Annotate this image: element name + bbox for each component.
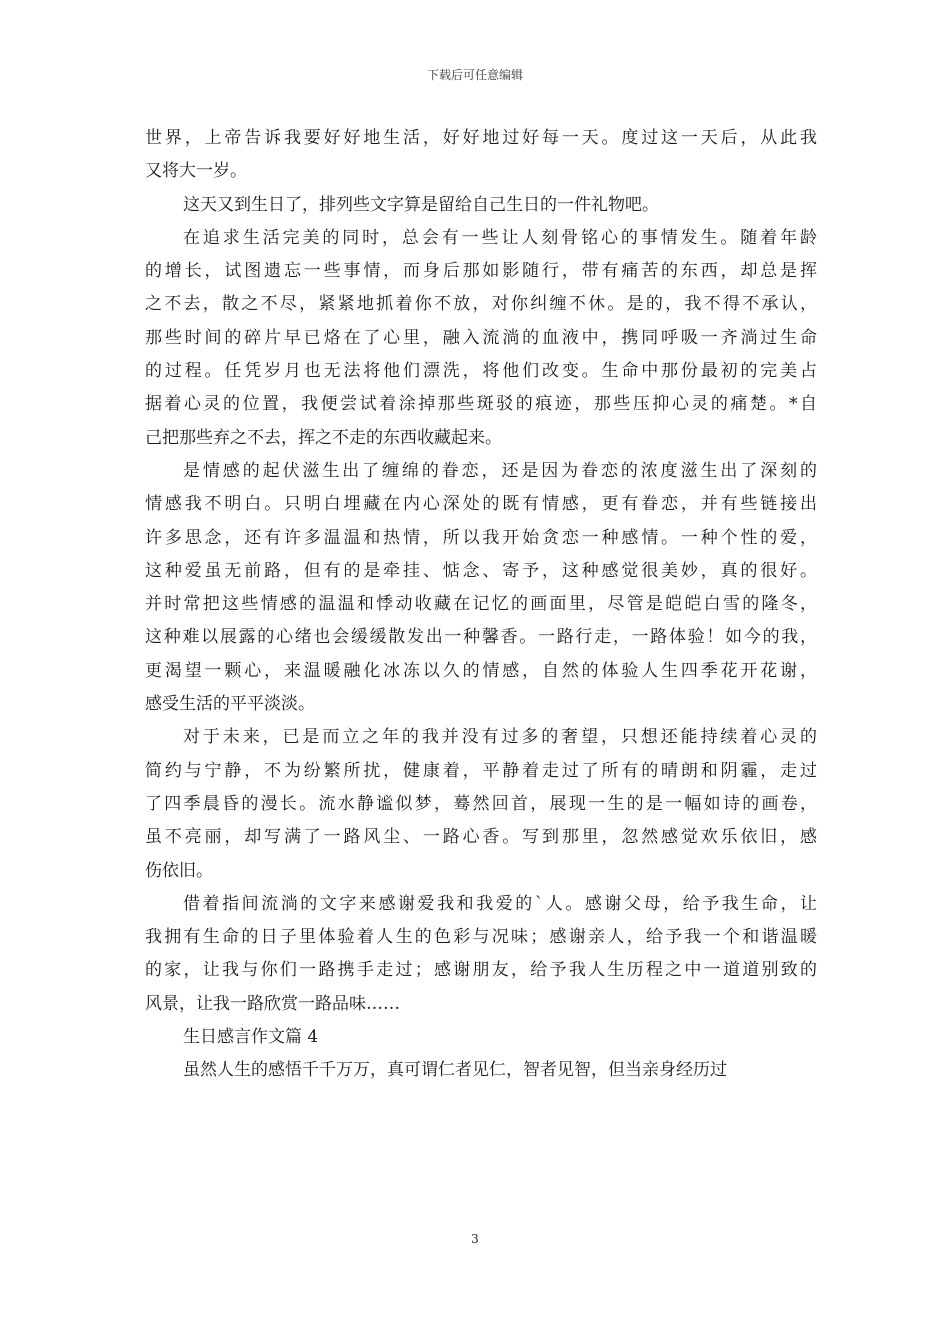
text-line: 简约与宁静，不为纷繁所扰，健康着，平静着走过了所有的晴朗和阴霾，走过 [145, 760, 817, 781]
paragraph [145, 721, 817, 887]
text-line: 这种难以展露的心绪也会缓缓散发出一种馨香。一路行走，一路体验！如今的我， [145, 627, 817, 648]
text-line: 情感我不明白。只明白埋藏在内心深处的既有情感，更有眷恋，并有些链接出 [145, 494, 817, 515]
text-line: 在追求生活完美的同时，总会有一些让人刻骨铭心的事情发生。随着年龄 [183, 227, 817, 248]
document-body [145, 122, 817, 1088]
text-line: 这天又到生日了，排列些文字算是留给自己生日的一件礼物吧。 [183, 194, 659, 215]
text-line: 己把那些弃之不去，挥之不走的东西收藏起来。 [145, 427, 502, 448]
page-number: 3 [471, 1232, 479, 1246]
paragraph [145, 122, 817, 189]
text-line: 借着指间流淌的文字来感谢爱我和我爱的`人。感谢父母，给予我生命，让 [183, 893, 817, 914]
text-line: 更渴望一颗心，来温暖融化冰冻以久的情感，自然的体验人生四季花开花谢， [145, 660, 817, 681]
text-line: 伤依旧。 [145, 860, 213, 881]
text-line: 并时常把这些情感的温温和悸动收藏在记忆的画面里，尽管是皑皑白雪的隆冬， [145, 594, 817, 615]
text-line: 我拥有生命的日子里体验着人生的色彩与况味；感谢亲人，给予我一个和谐温暖 [145, 927, 817, 948]
paragraph [145, 888, 817, 1021]
text-line: 许多思念，还有许多温温和热情，所以我开始贪恋一种感情。一种个性的爱， [145, 527, 817, 548]
text-line: 的家，让我与你们一路携手走过；感谢朋友，给予我人生历程之中一道道别致的 [145, 960, 817, 981]
text-line: 世界，上帝告诉我要好好地生活，好好地过好每一天。度过这一天后，从此我 [145, 128, 817, 148]
page-footer [0, 1232, 950, 1246]
text-line: 虽然人生的感悟千千万万，真可谓仁者见仁，智者见智，但当亲身经历过 [183, 1060, 727, 1081]
paragraph [145, 189, 817, 222]
text-line: 对于未来，已是而立之年的我并没有过多的奢望，只想还能持续着心灵的 [183, 727, 817, 748]
text-line: 这种爱虽无前路，但有的是牵挂、惦念、寄予，这种感觉很美妙，真的很好。 [145, 560, 817, 581]
text-line: 虽不亮丽，却写满了一路风尘、一路心香。写到那里，忽然感觉欢乐依旧，感 [145, 827, 817, 848]
text-line: 是情感的起伏滋生出了缠绵的眷恋，还是因为眷恋的浓度滋生出了深刻的 [183, 460, 817, 481]
paragraph [145, 1054, 817, 1087]
text-line: 感受生活的平平淡淡。 [145, 694, 315, 715]
text-line: 的过程。任凭岁月也无法将他们漂洗，将他们改变。生命中那份最初的完美占 [145, 361, 817, 382]
text-line: 又将大一岁。 [145, 161, 247, 182]
paragraph [145, 222, 817, 455]
text-line: 了四季晨昏的漫长。流水静谧似梦，蓦然回首，展现一生的是一幅如诗的画卷， [145, 793, 817, 814]
header-text: 下载后可任意编辑 [426, 68, 523, 82]
text-line: 之不去，散之不尽，紧紧地抓着你不放，对你纠缠不休。是的，我不得不承认， [145, 294, 817, 315]
paragraph [145, 1021, 817, 1054]
text-line: 生日感言作文篇 4 [183, 1027, 319, 1048]
text-line: 风景，让我一路欣赏一路品味…… [145, 993, 400, 1014]
text-line: 的增长，试图遗忘一些事情，而身后那如影随行，带有痛苦的东西，却总是挥 [145, 261, 817, 282]
text-line: 那些时间的碎片早已烙在了心里，融入流淌的血液中，携同呼吸一齐淌过生命 [145, 327, 817, 348]
page-header [0, 66, 950, 83]
paragraph [145, 455, 817, 721]
text-line: 据着心灵的位置，我便尝试着涂掉那些斑驳的痕迹，那些压抑心灵的痛楚。*自 [145, 394, 817, 415]
